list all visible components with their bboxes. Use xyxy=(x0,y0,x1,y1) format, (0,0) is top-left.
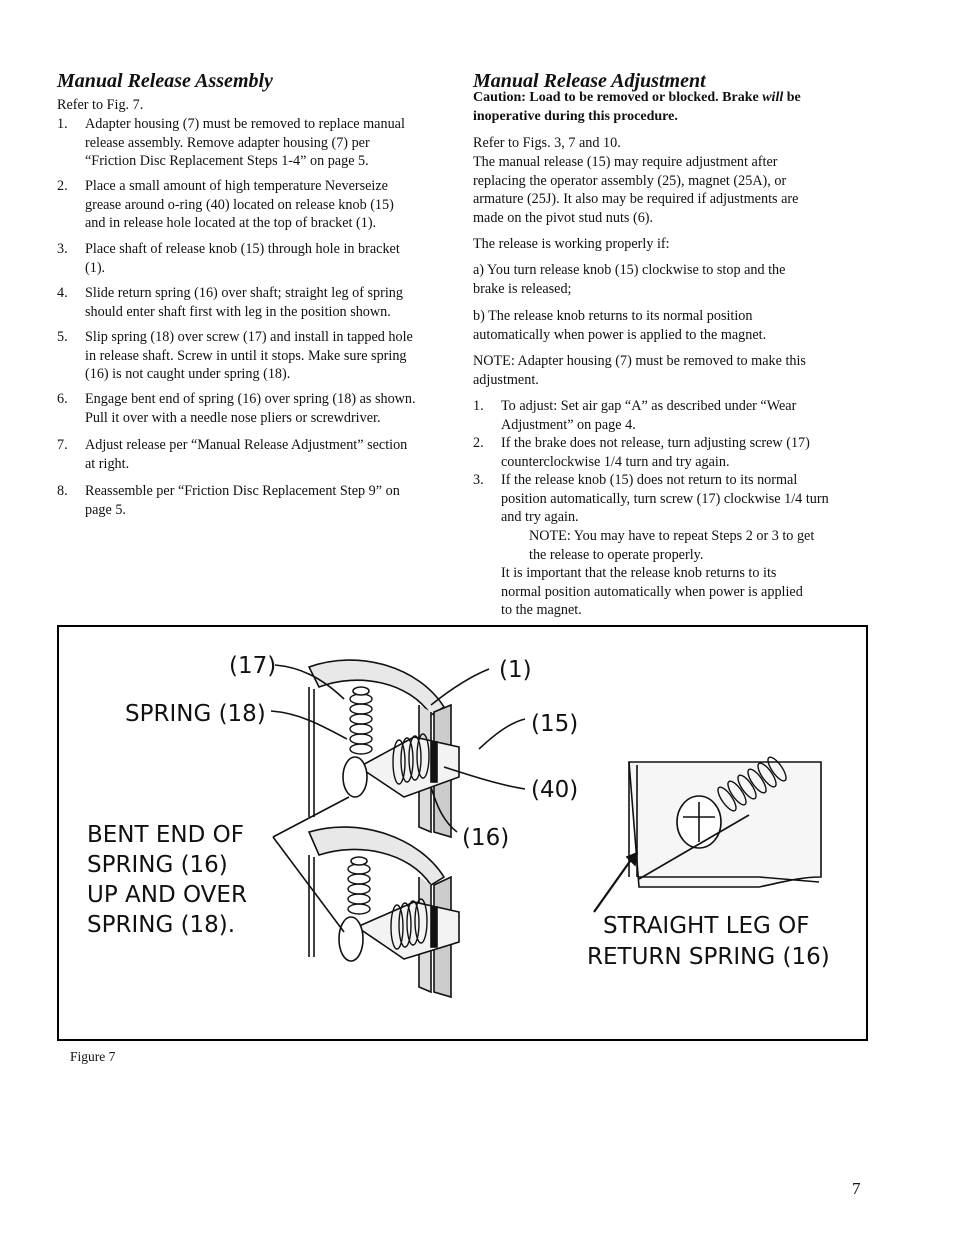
step-number: 1. xyxy=(57,116,68,132)
figure-7 xyxy=(57,625,868,1041)
caution-post: be xyxy=(783,90,801,105)
step-text: If the brake does not release, turn adjusting screw (17) counterclockwise 1/4 turn and try again. xyxy=(501,435,810,470)
right-refer: Refer to Figs. 3, 7 and 10. xyxy=(473,135,621,151)
step-number: 1. xyxy=(473,398,484,414)
step-number: 2. xyxy=(473,435,484,451)
label-1: (1) xyxy=(499,657,532,683)
step-text: Slide return spring (16) over shaft; straight leg of spring should enter shaft first with leg in the position shown. xyxy=(85,285,403,320)
figure-7-illustration xyxy=(59,627,866,1039)
label-16: (16) xyxy=(462,825,510,851)
left-heading: Manual Release Assembly xyxy=(57,70,273,92)
right-note2: NOTE: You may have to repeat Steps 2 or 3 to get the release to operate properly. xyxy=(529,528,815,563)
label-40: (40) xyxy=(531,777,579,803)
condition-a: a) You turn release knob (15) clockwise to stop and the brake is released; xyxy=(473,262,786,297)
step-number: 5. xyxy=(57,329,68,345)
step-number: 3. xyxy=(57,241,68,257)
step-text: Adjust release per “Manual Release Adjustment” section at right. xyxy=(85,437,408,472)
caution-line2: inoperative during this procedure. xyxy=(473,108,678,124)
label-bent-3: UP AND OVER xyxy=(87,882,247,908)
label-bent-1: BENT END OF xyxy=(87,822,244,848)
step-text: Engage bent end of spring (16) over spring (18) as shown. Pull it over with a needle nose pliers or screwdriver. xyxy=(85,391,416,426)
label-bent-2: SPRING (16) xyxy=(87,852,228,878)
right-para1: The manual release (15) may require adjustment after replacing the operator assembly (25), magnet (25A), or armature (25J). It also may be required if adjustments are made on the pivot stud nuts (6). xyxy=(473,154,799,226)
label-15: (15) xyxy=(531,711,579,737)
step-text: To adjust: Set air gap “A” as described under “Wear Adjustment” on page 4. xyxy=(501,398,797,433)
step-number: 4. xyxy=(57,285,68,301)
step-number: 7. xyxy=(57,437,68,453)
caution-pre: Caution: Load to be removed or blocked. Brake xyxy=(473,90,763,105)
label-17: (17) xyxy=(229,653,277,679)
label-straight-2: RETURN SPRING (16) xyxy=(587,944,830,970)
condition-b: b) The release knob returns to its normal position automatically when power is applied to the magnet. xyxy=(473,308,767,343)
right-working: The release is working properly if: xyxy=(473,236,670,252)
step-text: Place a small amount of high temperature Neverseize grease around o-ring (40) located on release knob (15) and in release hole located at the top of bracket (1). xyxy=(85,178,394,232)
right-note: NOTE: Adapter housing (7) must be removed to make this adjustment. xyxy=(473,353,806,388)
label-straight-1: STRAIGHT LEG OF xyxy=(603,913,810,939)
step-number: 2. xyxy=(57,178,68,194)
step-text: Reassemble per “Friction Disc Replacement Step 9” on page 5. xyxy=(85,483,400,518)
label-spring-18: SPRING (18) xyxy=(125,701,266,727)
right-heading: Manual Release Adjustment xyxy=(473,70,706,92)
figure-caption: Figure 7 xyxy=(70,1049,116,1064)
step-text: If the release knob (15) does not return to its normal position automatically, turn screw (17) clockwise 1/4 turn and try again. xyxy=(501,472,829,526)
step-text: Slip spring (18) over screw (17) and install in tapped hole in release shaft. Screw in until it stops. Make sure spring (16) is not caught under spring (18). xyxy=(85,329,413,383)
step-text: Place shaft of release knob (15) through hole in bracket (1). xyxy=(85,241,400,276)
caution-em: will xyxy=(762,90,784,105)
caution-text xyxy=(473,89,801,126)
label-bent-4: SPRING (18). xyxy=(87,912,236,938)
step-text: Adapter housing (7) must be removed to replace manual release assembly. Remove adapter housing (7) per “Friction Disc Replacement Steps 1-4” on page 5. xyxy=(85,116,405,170)
left-intro: Refer to Fig. 7. xyxy=(57,97,144,113)
page-number: 7 xyxy=(852,1179,861,1198)
step-number: 3. xyxy=(473,472,484,488)
step-number: 6. xyxy=(57,391,68,407)
step-number: 8. xyxy=(57,483,68,499)
right-closing: It is important that the release knob returns to its normal position automatically when power is applied to the magnet. xyxy=(501,565,803,619)
